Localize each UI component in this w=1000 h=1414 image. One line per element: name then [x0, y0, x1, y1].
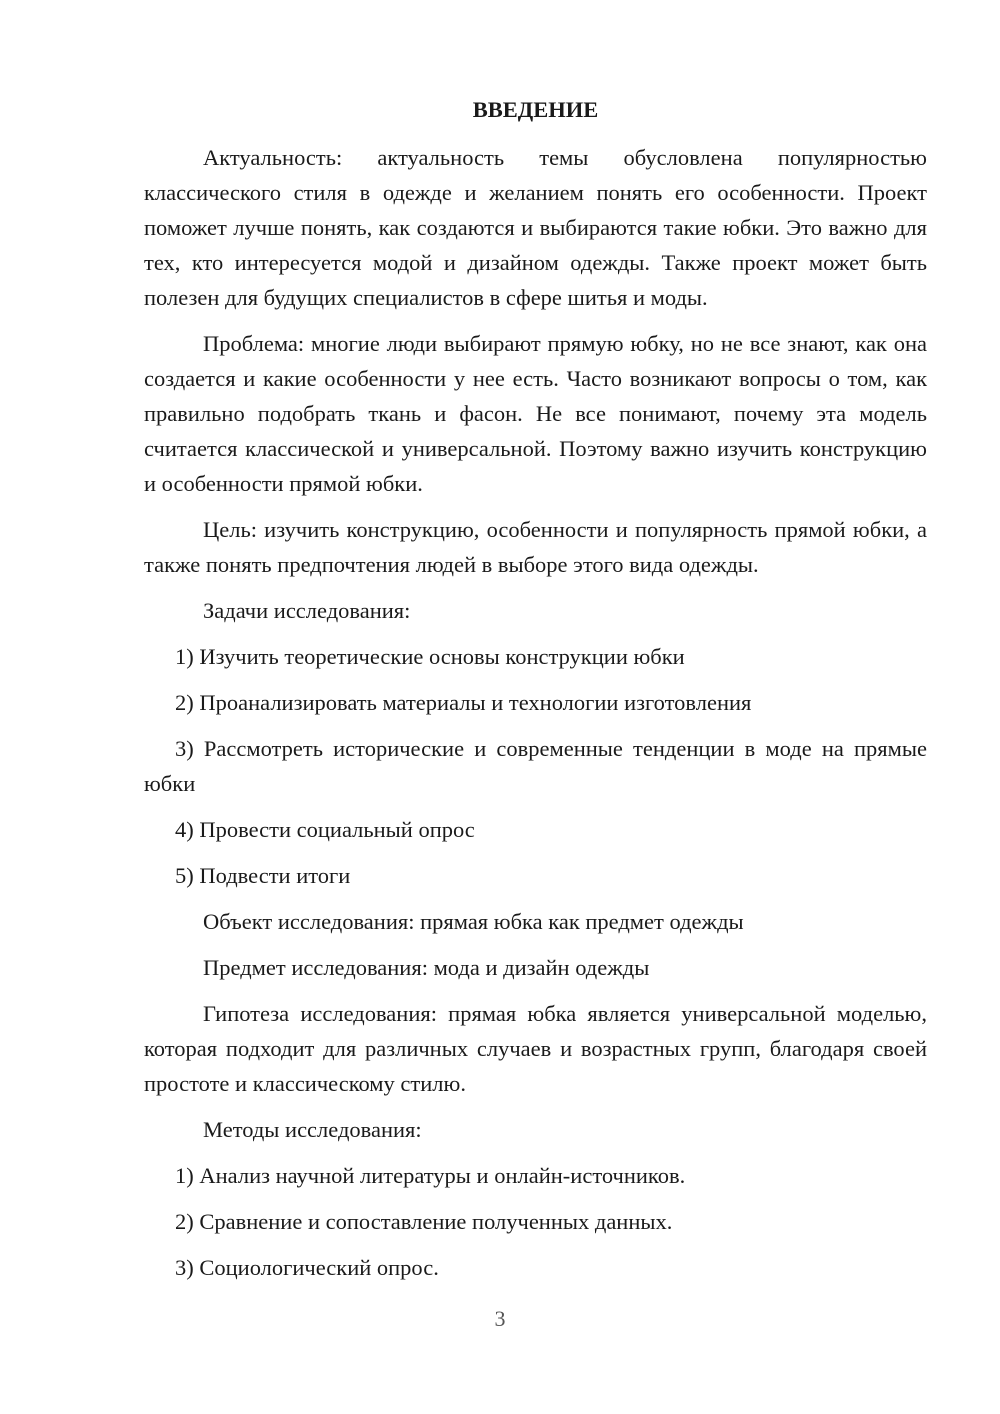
- research-subject: Предмет исследования: мода и дизайн одежды: [203, 955, 650, 980]
- relevance-paragraph: Актуальность: актуальность темы обусловлена популярностью классического стиля в одежде и желанием понять его особенности. Проект поможет лучше понять, как создаются и выбираются такие юбки. Это важно для тех, кто интересуется модой и дизайном одежды. Также проект может быть полезен для будущих специалистов в сфере шитья и моды.: [144, 145, 927, 310]
- task-item: 5) Подвести итоги: [175, 863, 351, 888]
- method-item: 1) Анализ научной литературы и онлайн-источников.: [175, 1163, 686, 1188]
- document-page: [144, 92, 927, 1296]
- task-item: 3) Рассмотреть исторические и современные тенденции в моде на прямые юбки: [144, 736, 927, 796]
- methods-heading: Методы исследования:: [203, 1117, 422, 1142]
- research-object: Объект исследования: прямая юбка как предмет одежды: [203, 909, 744, 934]
- task-item: 1) Изучить теоретические основы конструкции юбки: [175, 644, 685, 669]
- page-number: 3: [494, 1306, 506, 1331]
- goal-paragraph: Цель: изучить конструкцию, особенности и популярность прямой юбки, а также понять предпочтения людей в выборе этого вида одежды.: [144, 517, 927, 577]
- task-item: 4) Провести социальный опрос: [175, 817, 475, 842]
- task-item: 2) Проанализировать материалы и технологии изготовления: [175, 690, 752, 715]
- method-item: 2) Сравнение и сопоставление полученных данных.: [175, 1209, 673, 1234]
- problem-paragraph: Проблема: многие люди выбирают прямую юбку, но не все знают, как она создается и какие особенности у нее есть. Часто возникают вопросы о том, как правильно подобрать ткань и фасон. Не все понимают, почему эта модель считается классической и универсальной. Поэтому важно изучить конструкцию и особенности прямой юбки.: [144, 331, 927, 496]
- hypothesis-paragraph: Гипотеза исследования: прямая юбка является универсальной моделью, которая подходит для различных случаев и возрастных групп, благодаря своей простоте и классическому стилю.: [144, 1001, 927, 1096]
- method-item: 3) Социологический опрос.: [175, 1255, 439, 1280]
- section-title: ВВЕДЕНИЕ: [472, 97, 599, 122]
- tasks-heading: Задачи исследования:: [203, 598, 411, 623]
